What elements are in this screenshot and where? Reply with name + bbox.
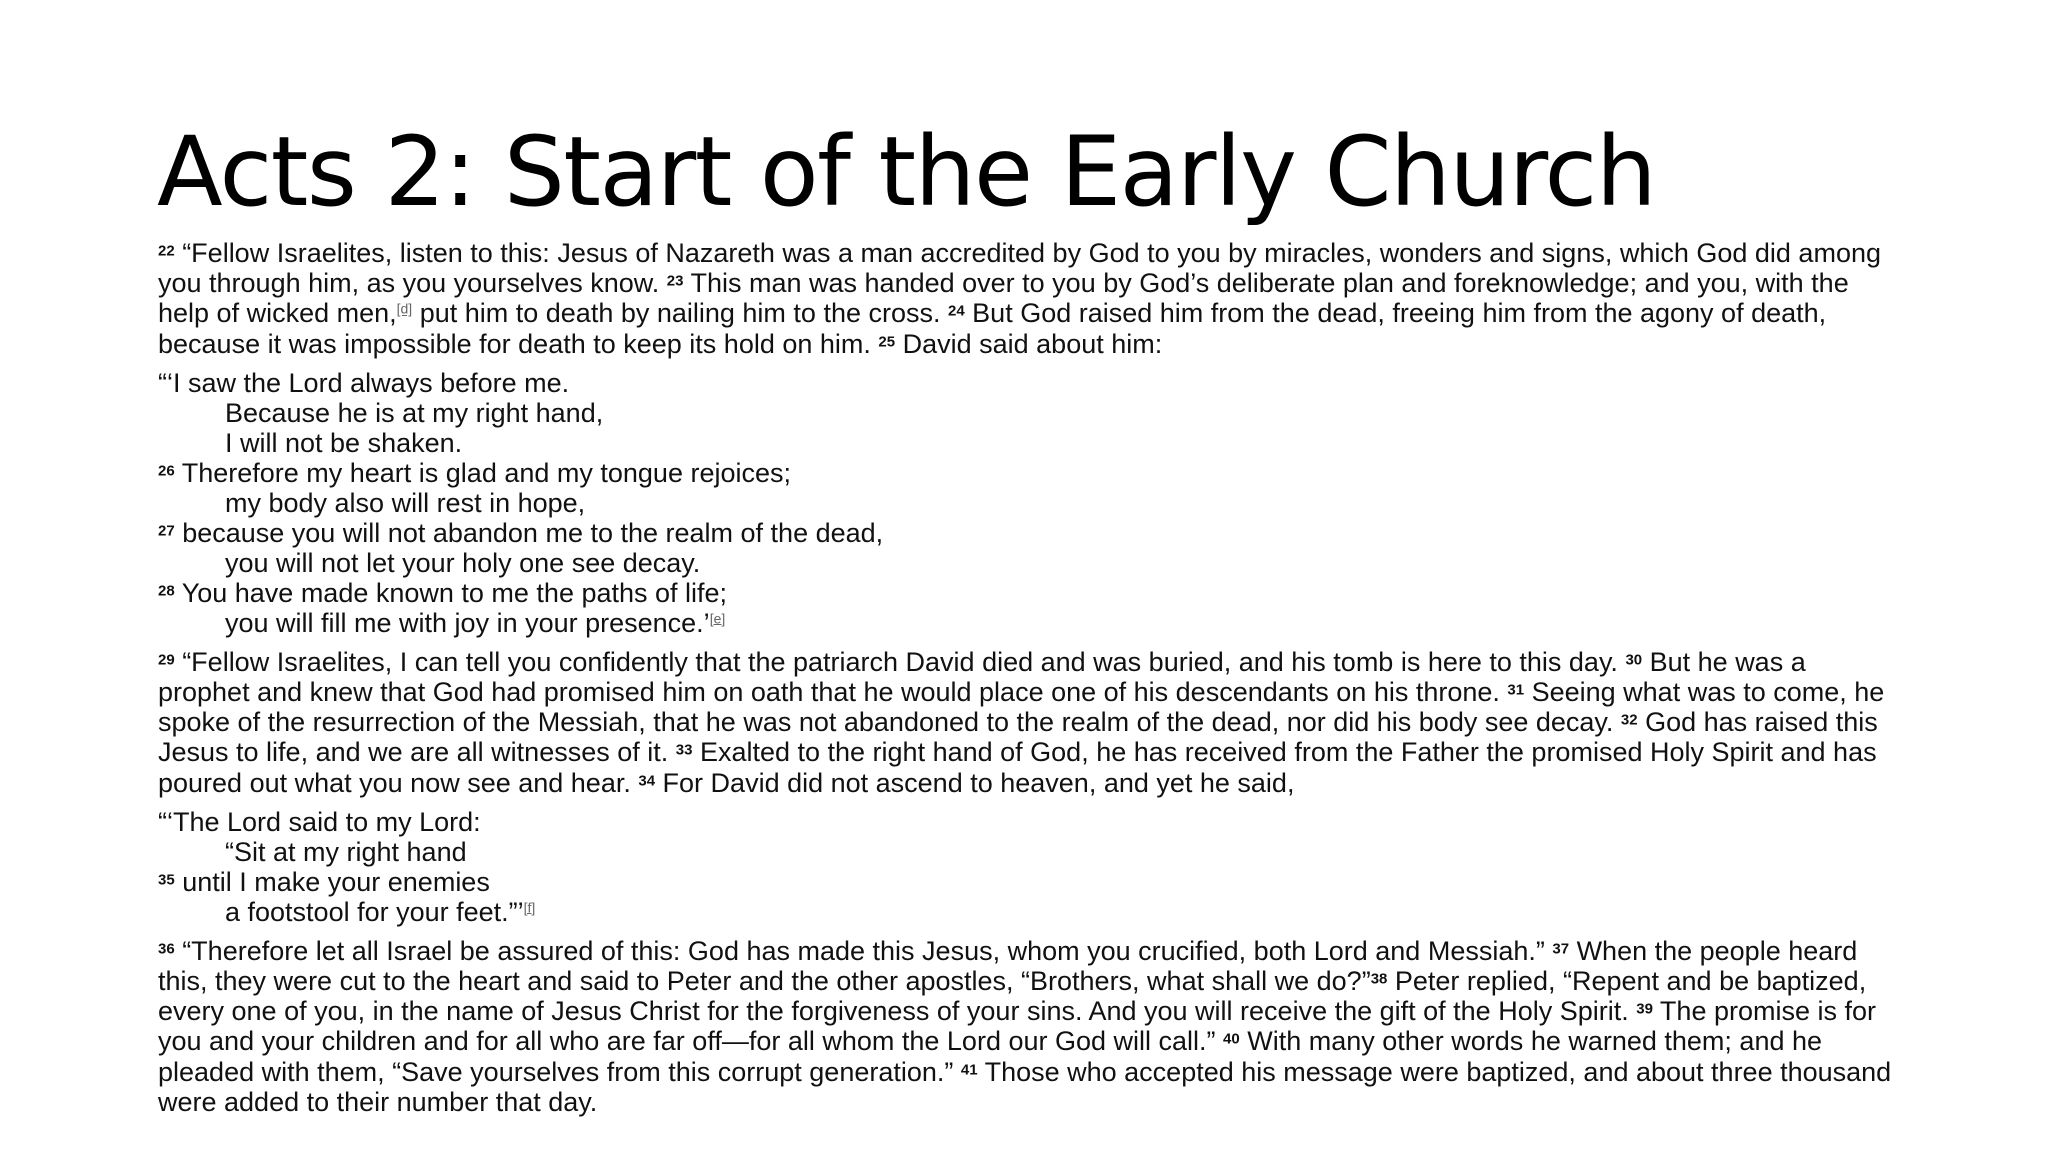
poem-line [158,518,1898,548]
verse-number: 22 [158,242,175,260]
poem-line-text: Therefore my heart is glad and my tongue rejoices; [174,457,792,488]
poem-line [158,428,1898,458]
verse-text: Seeing what was to come, he spoke of the resurrection of the Messiah, that he was not abandoned to the realm of the dead, nor did his body see decay. [158,677,1885,738]
poem-line-text: until I make your enemies [174,866,490,897]
paragraph-verses-22-25 [158,238,1898,359]
verse-text: Peter replied, “Repent and be baptized, every one of you, in the name of Jesus Christ for the forgiveness of your sins. And you will receive the gift of the Holy Spirit. [158,966,1867,1027]
poem-line-text: You have made known to me the paths of life; [174,577,728,608]
verse-text: David said about him: [895,328,1163,359]
poem-line-text: “‘The Lord said to my Lord: [158,806,481,837]
poem-line [158,368,1898,398]
poem-quote-psalm-16 [158,368,1898,638]
verse-number: 33 [675,741,693,759]
slide-body [158,238,1898,1126]
verse-number: 41 [960,1060,978,1078]
verse-text: With many other words he warned them; and he pleaded with them, “Save yourselves from this corrupt generation.” [158,1026,1823,1087]
poem-line-text: “Sit at my right hand [225,836,467,867]
verse-text: But he was a prophet and knew that God had promised him on oath that he would place one of his descendants on his throne. [158,646,1806,708]
verse-number: 40 [1223,1030,1240,1048]
poem-line-text: my body also will rest in hope, [225,487,586,518]
verse-number: 28 [158,582,175,600]
verse-number: 34 [638,771,656,789]
poem-line [158,488,1898,518]
poem-line [158,458,1898,488]
verse-text: This man was handed over to you by God’s deliberate plan and foreknowledge; and you, with the help of wicked men, [158,268,1849,329]
paragraph-verses-36-41 [158,936,1898,1117]
poem-line [158,837,1898,867]
paragraph-verses-29-34 [158,647,1898,798]
verse-number: 26 [158,462,175,480]
verse-number: 27 [158,522,175,540]
poem-line [158,548,1898,578]
verse-number: 35 [158,871,175,889]
footnote-link-e[interactable]: [e] [709,610,726,627]
verse-text: “Therefore let all Israel be assured of this: God has made this Jesus, whom you crucified, both Lord and Messiah.” [174,935,1553,966]
poem-line-text: a footstool for your feet.”’ [225,896,524,927]
verse-text: “Fellow Israelites, listen to this: Jesus of Nazareth was a man accredited by God to you by miracles, wonders and signs, which God did among you through him, as you yourselves know. [158,238,1881,299]
verse-number: 31 [1507,681,1525,699]
verse-text: put him to death by nailing him to the cross. [412,298,948,329]
poem-line-text: Because he is at my right hand, [225,397,604,428]
verse-number: 32 [1620,711,1638,729]
verse-number: 23 [666,272,684,290]
footnote-link-f[interactable]: [f] [523,899,536,916]
verse-text: For David did not ascend to heaven, and yet he said, [655,767,1295,798]
verse-text: “Fellow Israelites, I can tell you confidently that the patriarch David died and was buried, and his tomb is here to this day. [174,646,1626,677]
verse-number: 24 [947,302,965,320]
verse-number: 30 [1625,651,1643,669]
poem-line-text: “‘I saw the Lord always before me. [158,367,570,398]
verse-text: Exalted to the right hand of God, he has received from the Father the promised Holy Spirit and has poured out what you now see and hear. [158,737,1877,798]
poem-line [158,608,1898,638]
poem-line [158,897,1898,927]
footnote-link-d[interactable]: [d] [396,301,413,318]
poem-line-text: you will fill me with joy in your presence.’ [225,607,710,638]
verse-text: The promise is for you and your children and for all who are far off—for all whom the Lord our God will call.” [158,996,1877,1057]
poem-quote-psalm-110 [158,807,1898,927]
verse-number: 25 [878,332,896,350]
poem-line [158,867,1898,897]
verse-text: When the people heard this, they were cut to the heart and said to Peter and the other apostles, “Brothers, what shall we do?” [158,935,1858,997]
verse-text: God has raised this Jesus to life, and we are all witnesses of it. [158,707,1878,768]
poem-line-text: because you will not abandon me to the realm of the dead, [174,517,884,548]
poem-line [158,398,1898,428]
poem-line [158,807,1898,837]
verse-number: 38 [1370,970,1388,988]
verse-number: 36 [158,940,175,958]
slide-title: Acts 2: Start of the Early Church [157,116,1656,228]
verse-number: 39 [1636,1000,1653,1018]
verse-text: Those who accepted his message were baptized, and about three thousand were added to their number that day. [158,1056,1892,1117]
poem-line-text: I will not be shaken. [225,427,463,458]
poem-line [158,578,1898,608]
verse-text: But God raised him from the dead, freeing him from the agony of death, because it was impossible for death to keep its hold on him. [158,298,1827,359]
verse-number: 29 [158,651,175,669]
poem-line-text: you will not let your holy one see decay. [225,547,701,578]
verse-number: 37 [1552,940,1570,958]
